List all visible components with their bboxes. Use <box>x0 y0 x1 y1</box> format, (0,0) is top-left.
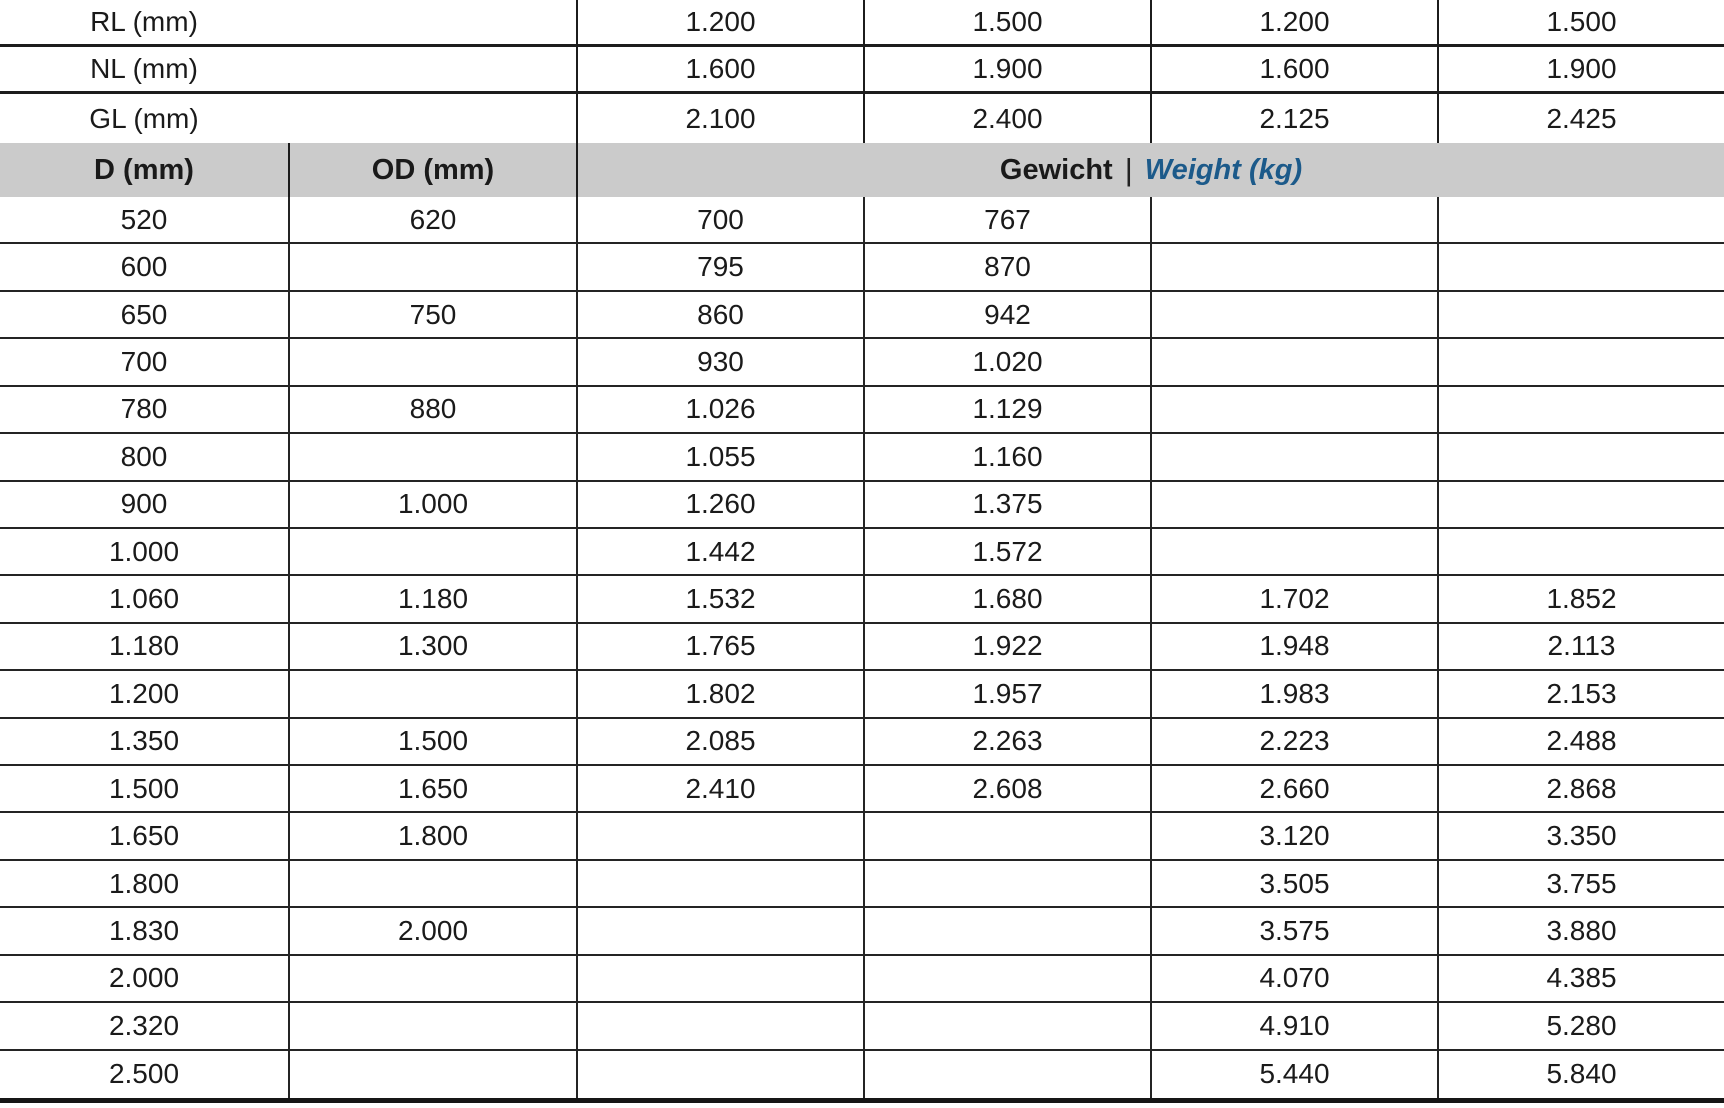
table-row <box>0 576 1724 623</box>
cell-od: 750 <box>288 292 576 337</box>
cell-weight-1: 795 <box>576 244 863 289</box>
cell-weight-2: 1.957 <box>863 671 1150 716</box>
cell-weight-2: 1.922 <box>863 624 1150 669</box>
cell-od <box>288 529 576 574</box>
cell-weight-2 <box>863 813 1150 858</box>
cell-weight-3: 2.660 <box>1150 766 1437 811</box>
cell-weight-2: 1.680 <box>863 576 1150 621</box>
cell-weight-2 <box>863 908 1150 953</box>
cell-weight-3 <box>1150 339 1437 384</box>
cell-weight-4: 2.113 <box>1437 624 1724 669</box>
cell-weight-2 <box>863 861 1150 906</box>
cell-weight-4 <box>1437 197 1724 242</box>
cell-weight-1: 700 <box>576 197 863 242</box>
table-row <box>0 1003 1724 1050</box>
cell-od: 620 <box>288 197 576 242</box>
cell-weight-4 <box>1437 482 1724 527</box>
cell-weight-1: 1.532 <box>576 576 863 621</box>
cell-od <box>288 434 576 479</box>
cell-weight-2: 2.263 <box>863 719 1150 764</box>
cell-weight-1: 1.260 <box>576 482 863 527</box>
cell-weight-4: 3.350 <box>1437 813 1724 858</box>
cell-weight-3: 3.505 <box>1150 861 1437 906</box>
cell-weight-4 <box>1437 387 1724 432</box>
header-weight-de: Gewicht <box>999 153 1113 186</box>
table-row <box>0 671 1724 718</box>
cell-d: 1.830 <box>108 915 180 947</box>
table-row <box>0 624 1724 671</box>
cell-weight-4 <box>1437 434 1724 479</box>
row-label-rl: RL (mm) <box>90 6 198 37</box>
cell-weight-3 <box>1150 434 1437 479</box>
cell-weight-4: 5.280 <box>1437 1003 1724 1048</box>
cell-weight-3: 3.120 <box>1150 813 1437 858</box>
cell-weight-1: 860 <box>576 292 863 337</box>
table-row <box>0 766 1724 813</box>
cell-od: 1.650 <box>288 766 576 811</box>
top-row-gl <box>0 94 1724 143</box>
top-row-nl <box>0 47 1724 94</box>
cell-weight-2: 1.572 <box>863 529 1150 574</box>
cell-od <box>288 671 576 716</box>
table-cell: 1.200 <box>576 0 863 44</box>
cell-weight-1 <box>576 813 863 858</box>
cell-weight-4 <box>1437 244 1724 289</box>
cell-weight-1 <box>576 1051 863 1098</box>
cell-weight-3: 4.910 <box>1150 1003 1437 1048</box>
cell-d: 700 <box>120 345 168 377</box>
table-row <box>0 1051 1724 1098</box>
cell-weight-3 <box>1150 244 1437 289</box>
cell-d: 520 <box>120 203 168 235</box>
header-od: OD (mm) <box>288 143 576 197</box>
table-header-row <box>0 143 1724 197</box>
table-row <box>0 813 1724 860</box>
cell-od <box>288 956 576 1001</box>
cell-od <box>288 244 576 289</box>
cell-d: 1.350 <box>108 725 180 757</box>
cell-weight-1: 2.085 <box>576 719 863 764</box>
table-cell: 1.900 <box>1437 47 1724 91</box>
cell-weight-4 <box>1437 292 1724 337</box>
cell-weight-4: 2.488 <box>1437 719 1724 764</box>
cell-od: 1.000 <box>288 482 576 527</box>
cell-d: 2.500 <box>108 1058 180 1090</box>
table-cell: 1.600 <box>576 47 863 91</box>
cell-weight-1: 1.055 <box>576 434 863 479</box>
table-row <box>0 529 1724 576</box>
cell-od: 2.000 <box>288 908 576 953</box>
cell-weight-3 <box>1150 292 1437 337</box>
cell-d: 1.500 <box>108 772 180 804</box>
cell-weight-3: 1.948 <box>1150 624 1437 669</box>
cell-weight-2: 1.020 <box>863 339 1150 384</box>
header-d: D (mm) <box>94 153 194 186</box>
cell-weight-4: 3.755 <box>1437 861 1724 906</box>
cell-weight-4: 2.153 <box>1437 671 1724 716</box>
table-cell: 2.100 <box>576 94 863 143</box>
table-cell: 1.200 <box>1150 0 1437 44</box>
cell-weight-3: 2.223 <box>1150 719 1437 764</box>
table-cell: 1.500 <box>863 0 1150 44</box>
cell-weight-2: 870 <box>863 244 1150 289</box>
cell-d: 800 <box>120 440 168 472</box>
cell-weight-1: 2.410 <box>576 766 863 811</box>
table-row <box>0 292 1724 339</box>
cell-d: 900 <box>120 488 168 520</box>
cell-weight-2: 942 <box>863 292 1150 337</box>
cell-od <box>288 1003 576 1048</box>
table-cell: 2.400 <box>863 94 1150 143</box>
table-row <box>0 908 1724 955</box>
header-weight <box>576 143 1724 197</box>
cell-d: 1.800 <box>108 867 180 899</box>
cell-d: 1.000 <box>108 535 180 567</box>
cell-weight-2: 1.129 <box>863 387 1150 432</box>
cell-weight-4 <box>1437 339 1724 384</box>
cell-weight-2 <box>863 1003 1150 1048</box>
cell-weight-3 <box>1150 387 1437 432</box>
cell-weight-4: 2.868 <box>1437 766 1724 811</box>
cell-weight-1: 1.026 <box>576 387 863 432</box>
cell-weight-1: 1.765 <box>576 624 863 669</box>
cell-weight-4: 5.840 <box>1437 1051 1724 1098</box>
cell-od: 1.300 <box>288 624 576 669</box>
cell-d: 1.650 <box>108 820 180 852</box>
header-weight-en: Weight (kg) <box>1144 153 1303 186</box>
cell-d: 2.320 <box>108 1009 180 1041</box>
cell-weight-2: 2.608 <box>863 766 1150 811</box>
cell-weight-3: 1.983 <box>1150 671 1437 716</box>
cell-weight-3 <box>1150 197 1437 242</box>
table-bottom-border <box>0 1098 1724 1103</box>
cell-weight-4: 1.852 <box>1437 576 1724 621</box>
header-separator: | <box>1124 152 1133 187</box>
cell-weight-3 <box>1150 529 1437 574</box>
cell-d: 1.180 <box>108 630 180 662</box>
table-cell: 1.600 <box>1150 47 1437 91</box>
cell-weight-1: 1.442 <box>576 529 863 574</box>
table-row <box>0 719 1724 766</box>
table-row <box>0 197 1724 244</box>
row-label-gl: GL (mm) <box>89 102 199 134</box>
cell-weight-3: 4.070 <box>1150 956 1437 1001</box>
cell-weight-3: 3.575 <box>1150 908 1437 953</box>
cell-d: 650 <box>120 298 168 330</box>
table-row <box>0 956 1724 1003</box>
cell-weight-1: 1.802 <box>576 671 863 716</box>
table-row <box>0 434 1724 481</box>
cell-weight-4: 4.385 <box>1437 956 1724 1001</box>
table-body <box>0 197 1724 1098</box>
cell-weight-1 <box>576 1003 863 1048</box>
cell-d: 780 <box>120 393 168 425</box>
row-label-nl: NL (mm) <box>90 53 198 84</box>
table-row <box>0 482 1724 529</box>
cell-weight-2 <box>863 956 1150 1001</box>
cell-d: 2.000 <box>108 962 180 994</box>
cell-od <box>288 1051 576 1098</box>
cell-od <box>288 861 576 906</box>
cell-d: 1.200 <box>108 677 180 709</box>
cell-d: 600 <box>120 251 168 283</box>
cell-weight-1 <box>576 956 863 1001</box>
cell-weight-1 <box>576 861 863 906</box>
table-row <box>0 244 1724 291</box>
cell-od: 880 <box>288 387 576 432</box>
cell-weight-3: 5.440 <box>1150 1051 1437 1098</box>
top-row-rl <box>0 0 1724 47</box>
table-row <box>0 339 1724 386</box>
table-row <box>0 861 1724 908</box>
cell-od: 1.500 <box>288 719 576 764</box>
table-cell: 1.500 <box>1437 0 1724 44</box>
cell-weight-2: 1.160 <box>863 434 1150 479</box>
table-cell: 1.900 <box>863 47 1150 91</box>
cell-weight-4 <box>1437 529 1724 574</box>
table-cell: 2.125 <box>1150 94 1437 143</box>
cell-weight-1 <box>576 908 863 953</box>
cell-od: 1.180 <box>288 576 576 621</box>
cell-weight-4: 3.880 <box>1437 908 1724 953</box>
cell-weight-3: 1.702 <box>1150 576 1437 621</box>
cell-weight-1: 930 <box>576 339 863 384</box>
cell-weight-3 <box>1150 482 1437 527</box>
table-cell: 2.425 <box>1437 94 1724 143</box>
cell-weight-2 <box>863 1051 1150 1098</box>
cell-od <box>288 339 576 384</box>
cell-od: 1.800 <box>288 813 576 858</box>
table-row <box>0 387 1724 434</box>
cell-d: 1.060 <box>108 583 180 615</box>
cell-weight-2: 1.375 <box>863 482 1150 527</box>
cell-weight-2: 767 <box>863 197 1150 242</box>
